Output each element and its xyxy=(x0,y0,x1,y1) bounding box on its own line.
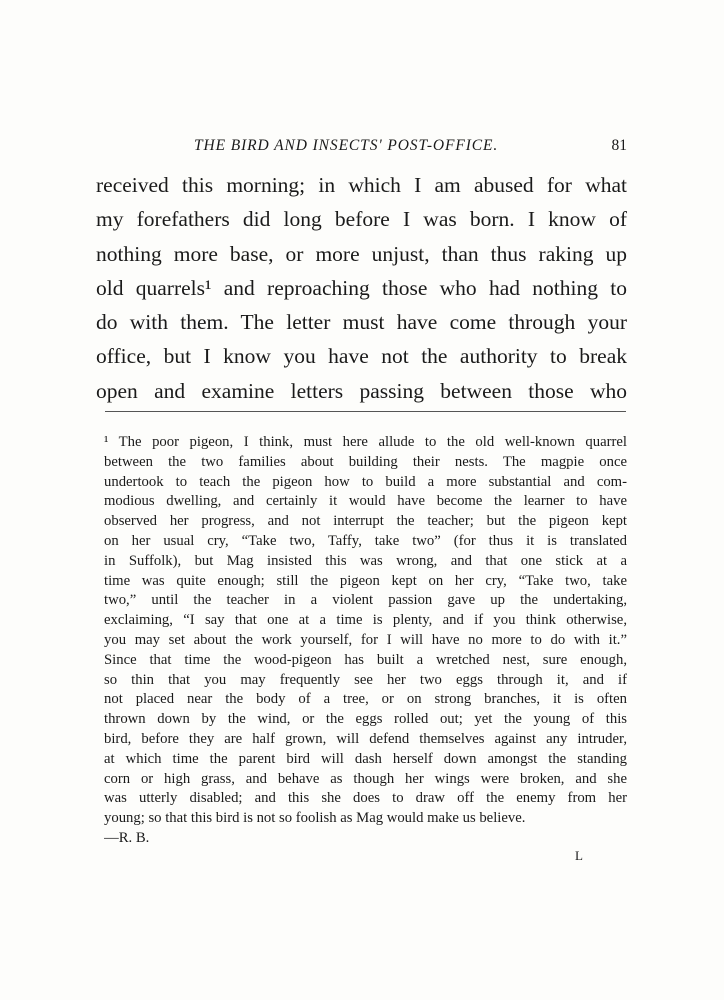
body-line: my forefathers did long before I was born. I know of xyxy=(96,207,627,232)
body-line: open and examine letters passing between those who xyxy=(96,378,627,403)
footnote-line: at which time the parent bird will dash herself down amongst the standing xyxy=(104,750,627,767)
footnote-line: two,” until the teacher in a violent passion gave up the undertaking, xyxy=(104,592,627,609)
footnote-line: was utterly disabled; and this she does to draw off the enemy from her xyxy=(104,790,627,807)
footnote-line: modious dwelling, and certainly it would have become the learner to have xyxy=(104,493,627,510)
signature-mark: L xyxy=(575,848,583,863)
footnote-line: corn or high grass, and behave as though her wings were broken, and she xyxy=(104,770,627,787)
footnote-line: bird, before they are half grown, will defend themselves against any intruder, xyxy=(104,730,627,747)
footnote-line: in Suffolk), but Mag insisted this was wrong, and that one stick at a xyxy=(104,552,627,569)
footnote xyxy=(104,433,627,849)
footnote-line: Since that time the wood-pigeon has built a wretched nest, sure enough, xyxy=(104,651,627,668)
footnote-line: between the two families about building their nests. The magpie once xyxy=(104,453,627,470)
footnote-line: exclaiming, “I say that one at a time is plenty, and if you think otherwise, xyxy=(104,612,627,629)
footnote-line: so thin that you may frequently see her two eggs through it, and if xyxy=(104,671,627,688)
body-line: received this morning; in which I am abused for what xyxy=(96,173,627,197)
page-number: 81 xyxy=(611,137,627,154)
footnote-line: thrown down by the wind, or the eggs rolled out; yet the young of this xyxy=(104,711,627,728)
footnote-divider xyxy=(105,411,626,412)
footnote-line: undertook to teach the pigeon how to build a more substantial and com- xyxy=(104,473,627,490)
footnote-attribution: —R. B. xyxy=(104,829,150,846)
footnote-line: you may set about the work yourself, for I will have no more to do with it.” xyxy=(104,631,627,648)
body-line: nothing more base, or more unjust, than thus raking up xyxy=(96,241,627,266)
body-line: do with them. The letter must have come through your xyxy=(96,310,627,335)
running-title: THE BIRD AND INSECTS' POST-OFFICE. xyxy=(194,137,499,154)
body-line: old quarrels¹ and reproaching those who had nothing to xyxy=(96,275,627,300)
footnote-line: ¹ The poor pigeon, I think, must here allude to the old well-known quarrel xyxy=(104,434,627,450)
footnote-line: time was quite enough; still the pigeon kept on her cry, “Take two, take xyxy=(104,572,627,589)
footnote-line: not placed near the body of a tree, or on strong branches, it is often xyxy=(104,691,627,708)
body-line: office, but I know you have not the authority to break xyxy=(96,344,627,369)
running-head xyxy=(96,134,627,160)
body-text xyxy=(96,168,627,408)
footnote-line: observed her progress, and not interrupt the teacher; but the pigeon kept xyxy=(104,513,627,530)
footnote-line: young; so that this bird is not so foolish as Mag would make us believe. xyxy=(104,810,526,827)
footnote-line: on her usual cry, “Take two, Taffy, take two” (for thus it is translated xyxy=(104,532,627,549)
